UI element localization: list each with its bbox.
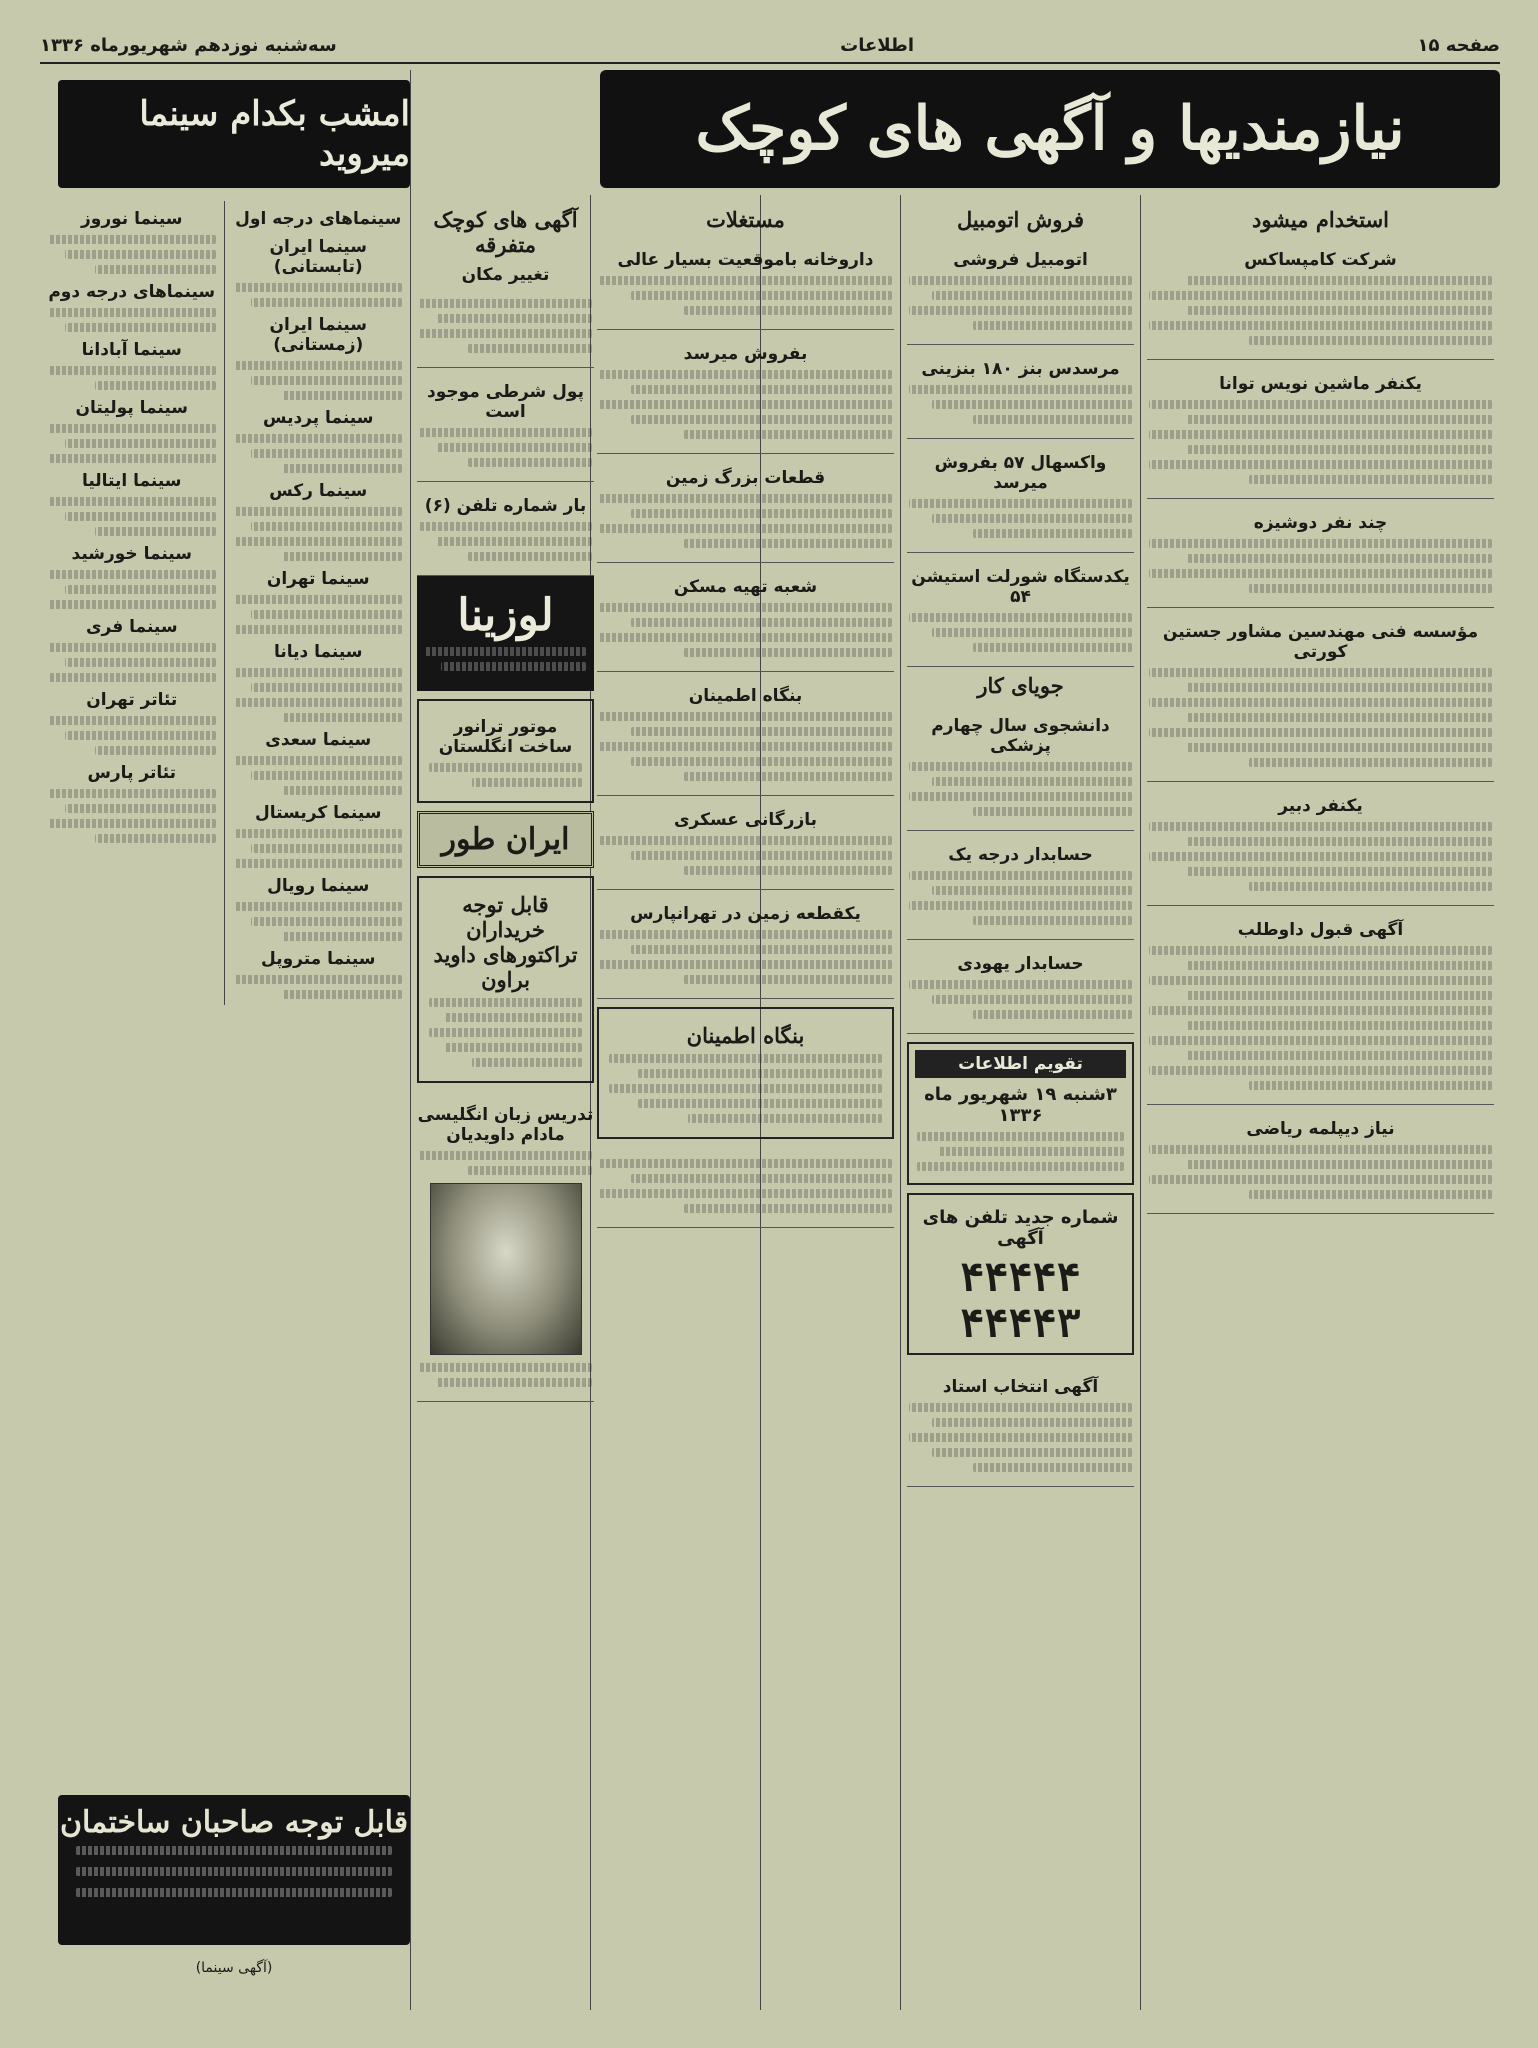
- cinema-item: سینما پولیتان: [75, 398, 188, 418]
- cinema-item: تئاتر تهران: [86, 690, 178, 710]
- employment-item: مؤسسه فنی مهندسین مشاور جستین کورتی: [1147, 608, 1494, 782]
- cinema-item: سینما پردیس: [263, 408, 374, 428]
- cinema-item: سینما کریستال: [254, 803, 382, 823]
- boy-photo: [430, 1183, 582, 1355]
- misc-subtitle: تغییر مکان: [461, 265, 550, 285]
- phones-box: شماره جدید تلفن های آگهی ۴۴۴۴۴ ۴۴۴۴۳: [907, 1193, 1134, 1355]
- cinema-item: سینما ایران (زمستانی): [269, 315, 367, 355]
- realestate-title: مستغلات: [706, 207, 785, 232]
- cinema-column: [40, 195, 410, 1790]
- phone-numbers: ۴۴۴۴۴ ۴۴۴۴۳: [960, 1255, 1081, 1347]
- cinema-item: سینما نوروز: [81, 209, 183, 229]
- employment-item: شرکت کامپساکس: [1147, 236, 1494, 360]
- job-seekers-title: جویای کار: [977, 673, 1064, 698]
- cinema-item: سینما رکس: [269, 481, 368, 501]
- motor-ad: موتور ترانور ساخت انگلستان: [417, 699, 594, 803]
- page-header: [40, 28, 1500, 64]
- cinema-item: تئاتر پارس: [87, 763, 177, 783]
- cinema-item: سینما رویال: [267, 876, 370, 896]
- cinema-item: سینما ایتالیا: [81, 471, 182, 491]
- cinema-item: سینما ایران (تابستانی): [269, 237, 367, 277]
- cinema-item: سینما خورشید: [71, 544, 192, 564]
- cinema-item: سینما دیانا: [273, 642, 363, 662]
- classifieds-banner-title: نیازمندیها و آگهی های کوچک: [695, 94, 1405, 164]
- misc-column: آگهی های کوچک متفرقه تغییر مکان پول شرطی موجود است بار شماره تلفن (۶) لوزینا موتور ترانور ساخت انگلستان ایران طور قابل توجه خریداران تراکتورهای داوید براون تدریس زبان انگلیسی مادام داویدیان: [410, 195, 600, 2010]
- autos-column: فروش اتومبیل اتومبیل فروشی مرسدس بنز ۱۸۰ بنزینی واکسهال ۵۷ بفروش میرسد یکدستگاه شورلت استیشن ۵۴ جویای کار دانشجوی سال چهارم پزشکی حسابدار درجه یک حسابدار یهودی تقویم اطلاعات ۳شنبه ۱۹ شهریور ماه ۱۳۳۶ شماره جدید تلفن های آگهی ۴۴۴۴۴ ۴۴۴۴۳ آگهی انتخاب استاد: [900, 195, 1140, 2010]
- employment-item: چند نفر دوشیزه: [1147, 499, 1494, 608]
- cinema-ad-caption: (آگهی سینما): [195, 1960, 273, 1976]
- cinema-item: سینما آبادانا: [81, 340, 182, 360]
- cinema-item: سینما متروپل: [261, 949, 376, 969]
- cinema-item: سینماهای درجه دوم: [48, 282, 216, 302]
- builders-ad: قابل توجه صاحبان ساختمان: [58, 1795, 410, 1945]
- iranpour-logo: ایران طور: [417, 811, 594, 868]
- misc-title: آگهی های کوچک متفرقه: [433, 207, 578, 257]
- lozina-ad: لوزینا: [417, 576, 594, 691]
- cinema-item: سینما تهران: [266, 569, 370, 589]
- cinema-item: سینما فری: [85, 617, 178, 637]
- employment-item: یکنفر ماشین نویس توانا: [1147, 360, 1494, 499]
- realestate-column: مستغلات داروخانه باموقعیت بسیار عالی بفروش میرسد قطعات بزرگ زمین شعبه تهیه مسکن بنگاه اطمینان بازرگانی عسکری یکقطعه زمین در تهرانپارس بنگاه اطمینان: [590, 195, 900, 2010]
- employment-item: یکنفر دبیر: [1147, 782, 1494, 906]
- employment-title: استخدام میشود: [1251, 207, 1389, 232]
- calendar-date: ۳شنبه ۱۹ شهریور ماه ۱۳۳۶: [924, 1084, 1117, 1126]
- employment-item: نیاز دیپلمه ریاضی: [1147, 1105, 1494, 1214]
- page-number: صفحه ۱۵: [1417, 34, 1500, 56]
- appointment-ad: بنگاه اطمینان: [597, 1007, 894, 1139]
- cinema-banner: امشب بکدام سینما میروید: [58, 80, 410, 188]
- cinema-item: سینما سعدی: [265, 730, 372, 750]
- cinema-item: سینماهای درجه اول: [235, 209, 402, 229]
- issue-date: سه‌شنبه نوزدهم شهریورماه ۱۳۳۶: [40, 34, 337, 56]
- employment-item: آگهی قبول داوطلب: [1147, 906, 1494, 1105]
- employment-column: [1140, 195, 1500, 2010]
- calendar-box: تقویم اطلاعات ۳شنبه ۱۹ شهریور ماه ۱۳۳۶: [907, 1042, 1134, 1185]
- newspaper-title: اطلاعات: [840, 34, 915, 56]
- classifieds-banner: [600, 70, 1500, 188]
- tractor-ad: قابل توجه خریداران تراکتورهای داوید براون: [417, 876, 594, 1083]
- autos-title: فروش اتومبیل: [956, 207, 1085, 232]
